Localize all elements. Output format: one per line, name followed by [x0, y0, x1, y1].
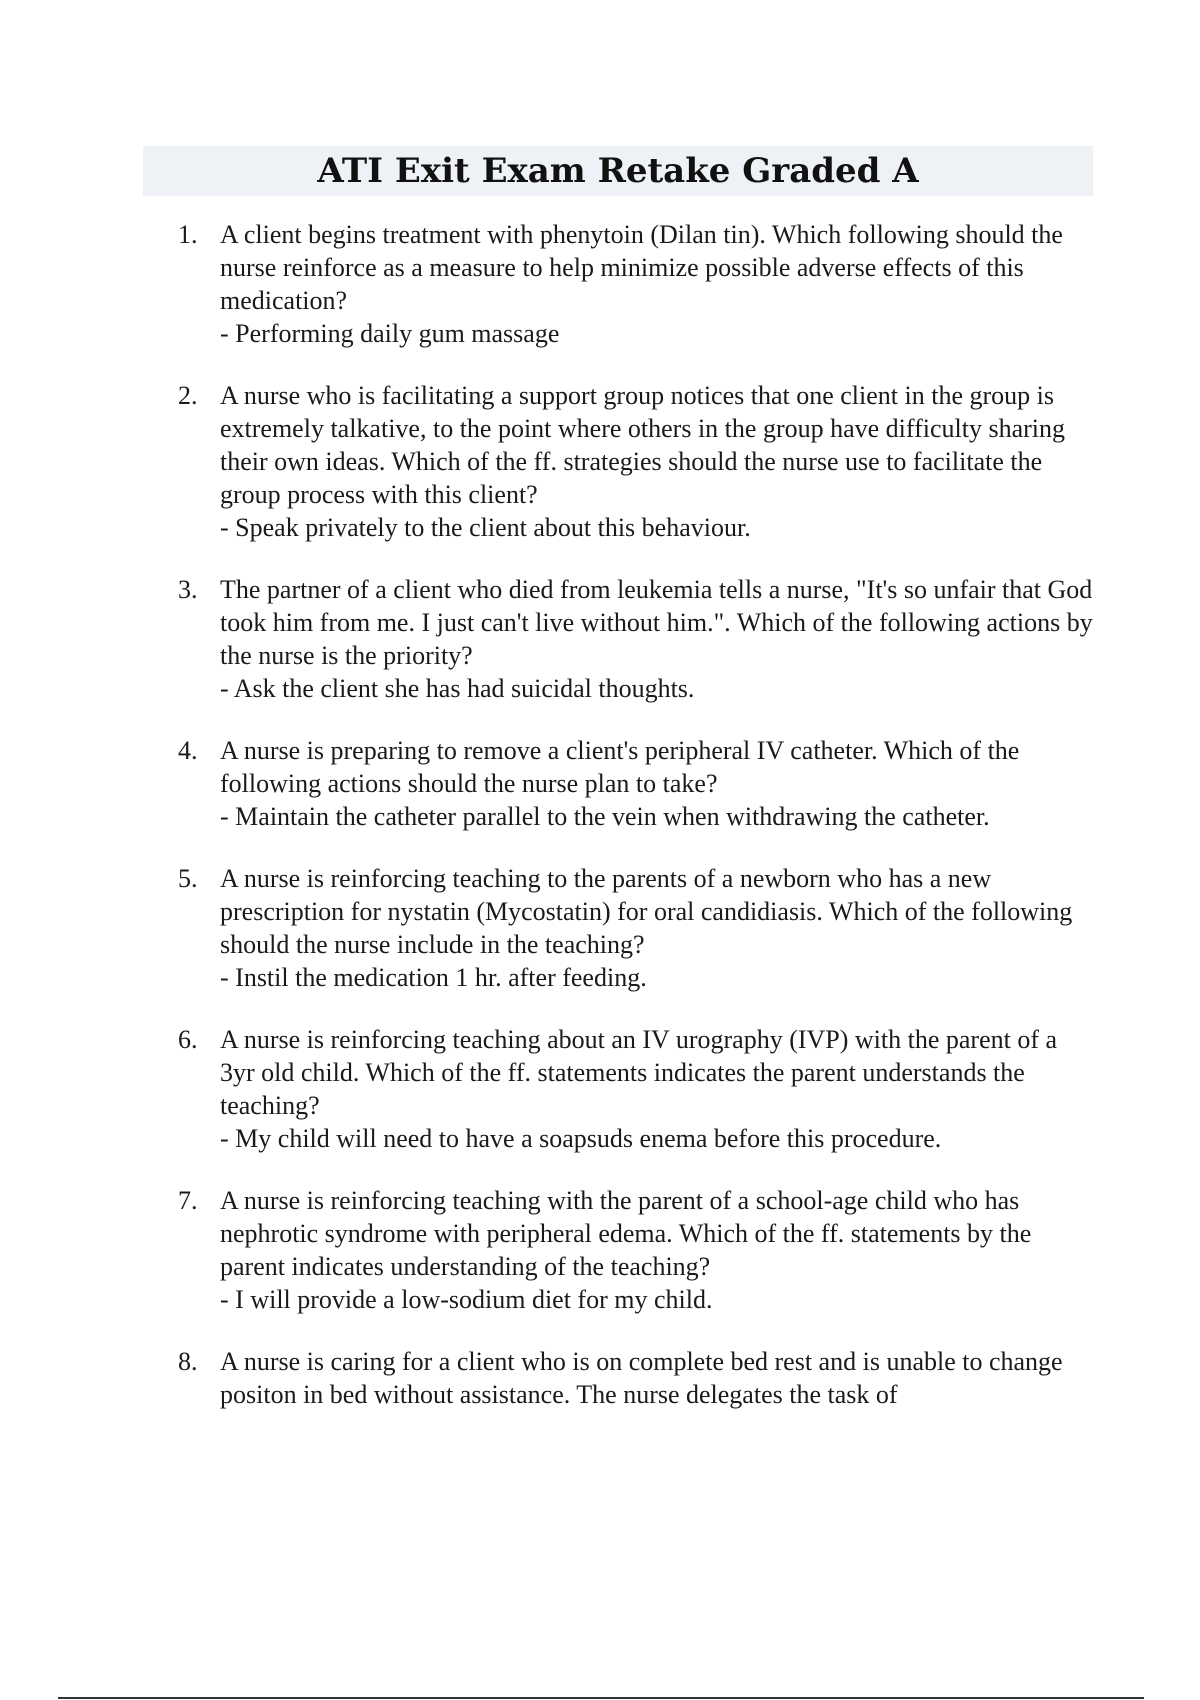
question-number: 3. [178, 575, 198, 604]
question-answer: - Ask the client she has had suicidal thoughts. [220, 674, 695, 703]
question-answer: - My child will need to have a soapsuds enema before this procedure. [220, 1124, 942, 1153]
question-item [178, 862, 1093, 994]
question-text: A client begins treatment with phenytoin (Dilan tin). Which following should the nurse reinforce as a measure to help minimize possible adverse effects of this medication? [220, 220, 1063, 315]
question-item [178, 1023, 1093, 1155]
title-banner [143, 146, 1093, 196]
question-number: 8. [178, 1347, 198, 1376]
question-number: 4. [178, 736, 198, 765]
question-number: 2. [178, 381, 198, 410]
question-number: 6. [178, 1025, 198, 1054]
question-answer: - Maintain the catheter parallel to the vein when withdrawing the catheter. [220, 802, 990, 831]
question-item [178, 379, 1093, 544]
question-item [178, 573, 1093, 705]
question-text: The partner of a client who died from leukemia tells a nurse, "It's so unfair that God took him from me. I just can't live without him.". Which of the following actions by the nurse is the priority? [220, 575, 1093, 670]
question-text: A nurse who is facilitating a support group notices that one client in the group is extremely talkative, to the point where others in the group have difficulty sharing their own ideas. Which of the ff. strategies should the nurse use to facilitate the group process with this client? [220, 381, 1065, 509]
question-text: A nurse is preparing to remove a client's peripheral IV catheter. Which of the following actions should the nurse plan to take? [220, 736, 1020, 798]
question-item [178, 1184, 1093, 1316]
question-number: 1. [178, 220, 198, 249]
footer-divider [58, 1697, 1144, 1699]
question-item [178, 1345, 1093, 1411]
question-item [178, 218, 1093, 350]
question-text: A nurse is reinforcing teaching with the parent of a school-age child who has nephrotic syndrome with peripheral edema. Which of the ff. statements by the parent indicates understanding of the teaching? [220, 1186, 1032, 1281]
document-title: ATI Exit Exam Retake Graded A [317, 151, 919, 191]
question-number: 7. [178, 1186, 198, 1215]
question-answer: - Performing daily gum massage [220, 319, 560, 348]
question-list [178, 218, 1093, 1440]
question-text: A nurse is reinforcing teaching to the parents of a newborn who has a new prescription for nystatin (Mycostatin) for oral candidiasis. Which of the following should the nurse include in the teaching? [220, 864, 1073, 959]
question-text: A nurse is reinforcing teaching about an IV urography (IVP) with the parent of a 3yr old child. Which of the ff. statements indicates the parent understands the teaching? [220, 1025, 1058, 1120]
question-number: 5. [178, 864, 198, 893]
question-answer: - I will provide a low-sodium diet for my child. [220, 1285, 713, 1314]
question-text: A nurse is caring for a client who is on complete bed rest and is unable to change positon in bed without assistance. The nurse delegates the task of [220, 1347, 1063, 1409]
question-answer: - Instil the medication 1 hr. after feeding. [220, 963, 647, 992]
question-item [178, 734, 1093, 833]
question-answer: - Speak privately to the client about this behaviour. [220, 513, 751, 542]
